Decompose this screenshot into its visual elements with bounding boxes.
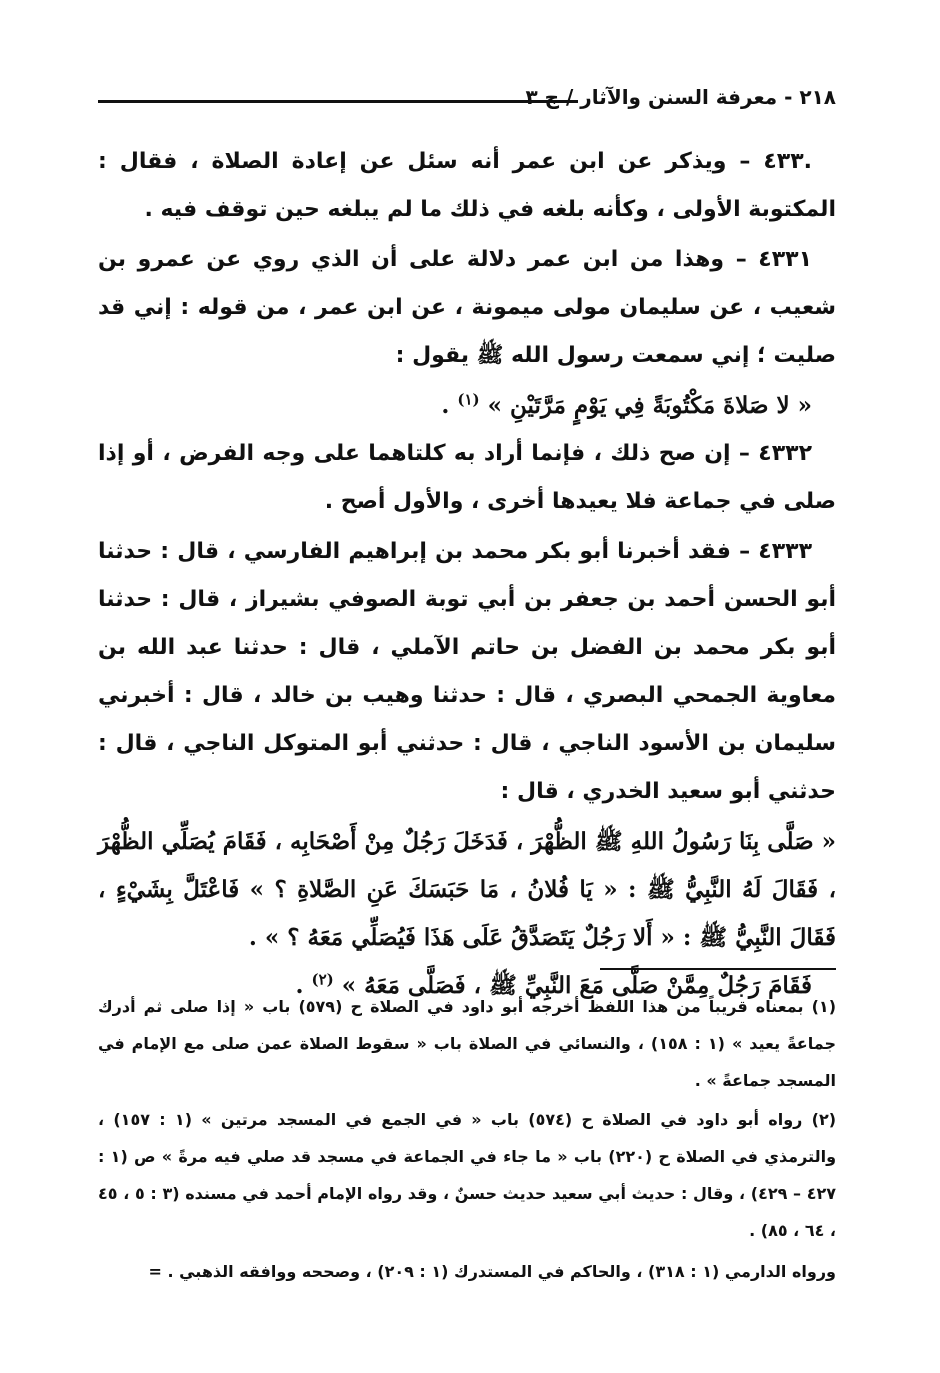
paragraph-4330-text: .٤٣٣ – ويذكر عن ابن عمر أنه سئل عن إعادة الصلاة ، فقال : المكتوبة الأولى ، وكأنه بلغه في ذلك ما لم يبلغه حين توقف فيه . xyxy=(98,149,836,222)
paragraph-4330 xyxy=(98,138,836,234)
header-rule xyxy=(98,100,578,103)
hadith-text xyxy=(98,818,836,962)
quote-1-text: « لا صَلاةَ مَكْتُوبَةً فِي يَوْمٍ مَرَّتَيْنِ » xyxy=(487,392,812,419)
footnotes xyxy=(98,988,836,1292)
footnote-ref-2: (٢) xyxy=(311,970,334,989)
hadith-end-dot: . xyxy=(295,972,304,999)
paragraph-4332-text: ٤٣٣٢ – إن صح ذلك ، فإنما أراد به كلتاهما على وجه الفرض ، أو إذا صلى في جماعة فلا يعيدها أخرى ، والأول أصح . xyxy=(98,441,836,514)
footnote-2-continued: ورواه الدارمي (١ : ٣١٨) ، والحاكم في المستدرك (١ : ٢٠٩) ، وصححه ووافقه الذهبي . = xyxy=(148,1262,836,1281)
paragraph-4333-text: ٤٣٣٣ – فقد أخبرنا أبو بكر محمد بن إبراهيم الفارسي ، قال : حدثنا أبو الحسن أحمد بن جعفر بن أبي توبة الصوفي بشيراز ، قال : حدثنا أبو بكر محمد بن الفضل بن حاتم الآملي ، قال : حدثنا عبد الله بن معاوية الجمحي البصري ، قال : حدثنا وهيب بن خالد ، قال : أخبرني سليمان بن الأسود الناجي ، قال : حدثني أبو المتوكل الناجي ، قال : حدثني أبو سعيد الخدري ، قال : xyxy=(98,539,836,804)
paragraph-4332 xyxy=(98,430,836,526)
paragraph-4331-text: ٤٣٣١ – وهذا من ابن عمر دلالة على أن الذي روي عن عمرو بن شعيب ، عن سليمان مولى ميمونة ، عن ابن عمر ، من قوله : إني قد صليت ؛ إني سمعت رسول الله ﷺ يقول : xyxy=(98,247,836,368)
hadith-end-text: فَقَامَ رَجُلٌ مِمَّنْ صَلَّى مَعَ النَّبِيِّ ﷺ ، فَصَلَّى مَعَهُ » xyxy=(341,972,812,999)
quote-1-end: . xyxy=(441,392,450,419)
running-header: ٢١٨ - معرفة السنن والآثار / ج ٣ xyxy=(525,85,836,109)
page-header xyxy=(98,80,836,114)
footnote-ref-1: (١) xyxy=(457,390,480,409)
footnote-2: (٢) رواه أبو داود في الصلاة ح (٥٧٤) باب « في الجمع في المسجد مرتين » (١ : ١٥٧) ، والترمذي في الصلاة ح (٢٢٠) باب « ما جاء في الجماعة في مسجد قد صلي فيه مرةً » ص (١ : ٤٢٧ – ٤٢٩) ، وقال : حديث أبي سعيد حديث حسنٌ ، وقد رواه الإمام أحمد في مسنده (٣ : ٥ ، ٤٥ ، ٦٤ ، ٨٥) . xyxy=(98,1110,837,1240)
footnote-separator xyxy=(600,968,836,970)
paragraph-4333 xyxy=(98,528,836,816)
footnote-1: (١) بمعناه قريباً من هذا اللفظ أخرجه أبو داود في الصلاة ح (٥٧٩) باب « إذا صلى ثم أدرك جماعةً يعيد » (١ : ١٥٨) ، والنسائي في الصلاة باب « سقوط الصلاة عمن صلى مع الإمام في المسجد جماعةً » . xyxy=(98,997,836,1090)
quote-hadith-1 xyxy=(98,382,836,430)
paragraph-4331 xyxy=(98,236,836,380)
hadith-body: « صَلَّى بِنَا رَسُولُ اللهِ ﷺ الظُّهْرَ ، فَدَخَلَ رَجُلٌ مِنْ أَصْحَابِه ، فَقَامَ يُصَلِّي الظُّهْرَ ، فَقَالَ لَهُ النَّبِيُّ ﷺ : « يَا فُلانُ ، مَا حَبَسَكَ عَنِ الصَّلاةِ ؟ » فَاعْتَلَّ بِشَيْءٍ ، فَقَالَ النَّبِيُّ ﷺ : « أَلا رَجُلٌ يَتَصَدَّقُ عَلَى هَذَا فَيُصَلِّي مَعَهُ ؟ » . xyxy=(98,828,836,951)
main-text xyxy=(98,138,836,1010)
